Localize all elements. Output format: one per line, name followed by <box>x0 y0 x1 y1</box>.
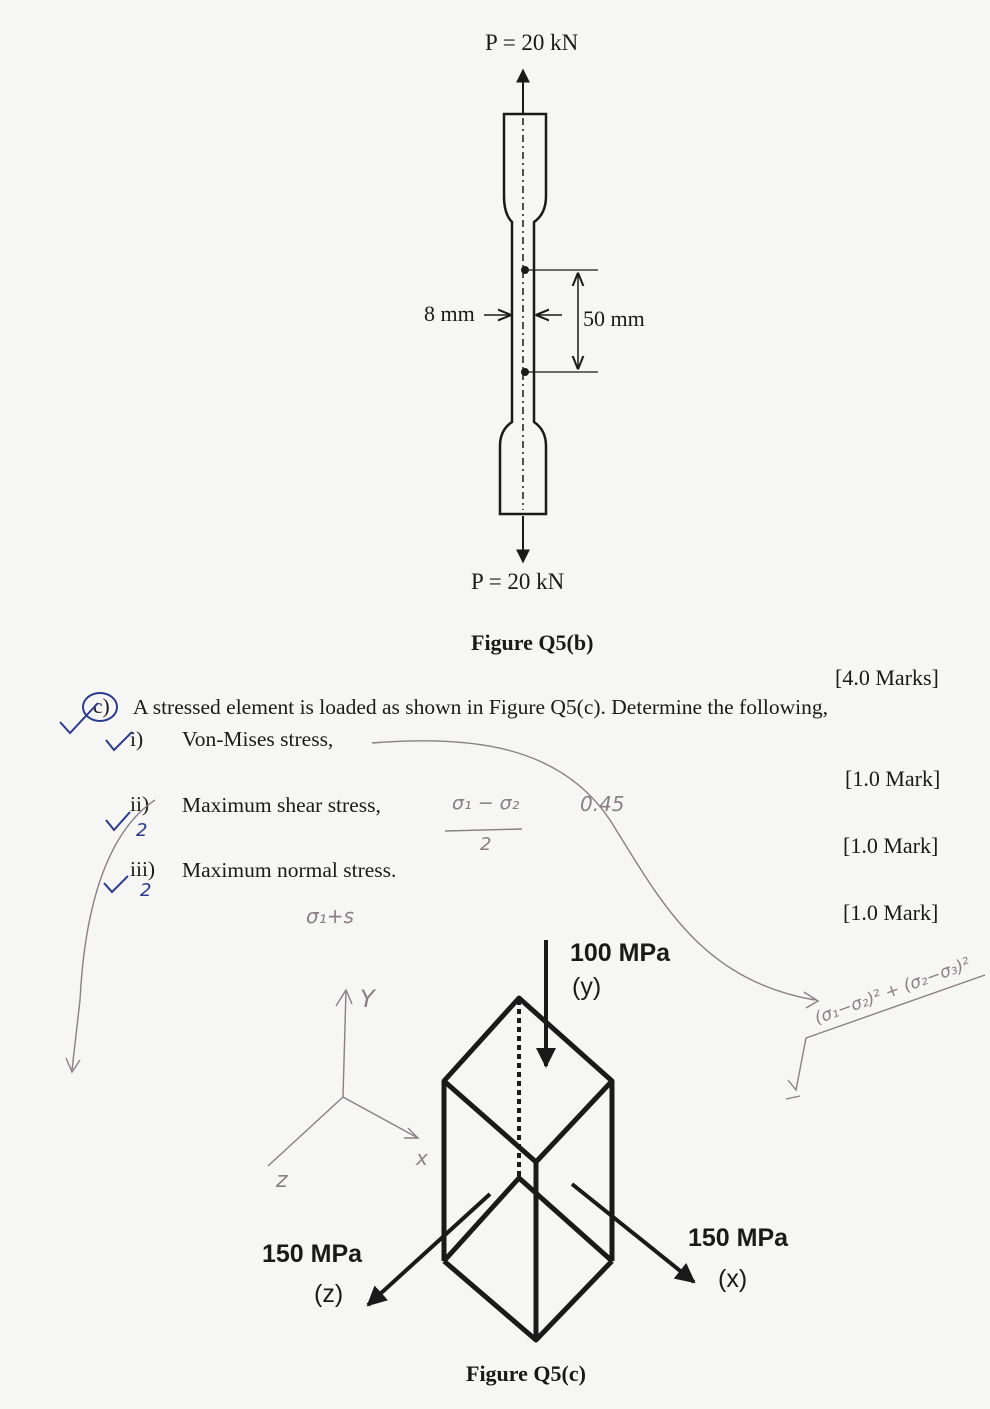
gauge-length-label: 50 mm <box>583 306 645 331</box>
item-marks: [1.0 Mark] <box>843 833 939 858</box>
item-number: iii) <box>130 857 156 881</box>
figure-q5c-caption: Figure Q5(c) <box>466 1361 586 1386</box>
sketch-y-label: Y <box>360 985 375 1013</box>
pencil-guide-curve <box>372 741 815 1000</box>
total-marks: [4.0 Marks] <box>835 665 939 690</box>
shear-formula-denominator: 2 <box>480 834 492 855</box>
item-text: Maximum normal stress. <box>182 858 397 882</box>
x-stress-label: 150 MPa <box>688 1224 789 1252</box>
item-number: ii) <box>130 792 150 816</box>
figure-q5b-caption: Figure Q5(b) <box>471 630 594 655</box>
shear-note: 0.45 <box>580 792 625 816</box>
shear-formula-numerator: σ₁ − σ₂ <box>452 792 520 814</box>
part-circle <box>83 693 117 721</box>
x-axis-label: (x) <box>718 1265 748 1293</box>
item-marks: [1.0 Mark] <box>843 900 939 925</box>
sketch-x-label: x <box>416 1146 428 1170</box>
score-mark: 2 <box>140 880 152 901</box>
width-label: 8 mm <box>424 301 475 326</box>
item-text: Von-Mises stress, <box>182 727 334 751</box>
question-prompt: A stressed element is loaded as shown in Figure Q5(c). Determine the following, <box>133 695 829 719</box>
part-label: c) <box>93 694 110 718</box>
normal-stress-note: σ₁+s <box>306 904 354 928</box>
sketch-z-axis <box>268 1097 343 1166</box>
score-mark: 2 <box>136 820 148 841</box>
item-number: i) <box>130 727 144 751</box>
load-label-bottom: P = 20 kN <box>471 569 565 594</box>
von-mises-formula: (σ₁−σ₂)² + (σ₂−σ₃)² <box>812 953 974 1029</box>
y-axis-label: (y) <box>572 973 602 1001</box>
sketch-x-axis <box>343 1097 418 1138</box>
z-axis-label: (z) <box>314 1280 344 1308</box>
sketch-z-label: z <box>276 1168 288 1193</box>
load-label-top: P = 20 kN <box>485 30 579 55</box>
z-stress-label: 150 MPa <box>262 1240 363 1268</box>
item-text: Maximum shear stress, <box>182 793 381 817</box>
check-mark <box>106 732 132 750</box>
check-mark <box>60 703 98 733</box>
check-mark <box>104 876 128 892</box>
y-stress-label: 100 MPa <box>570 939 671 967</box>
item-marks: [1.0 Mark] <box>845 766 941 791</box>
sketch-y-axis <box>343 990 346 1097</box>
